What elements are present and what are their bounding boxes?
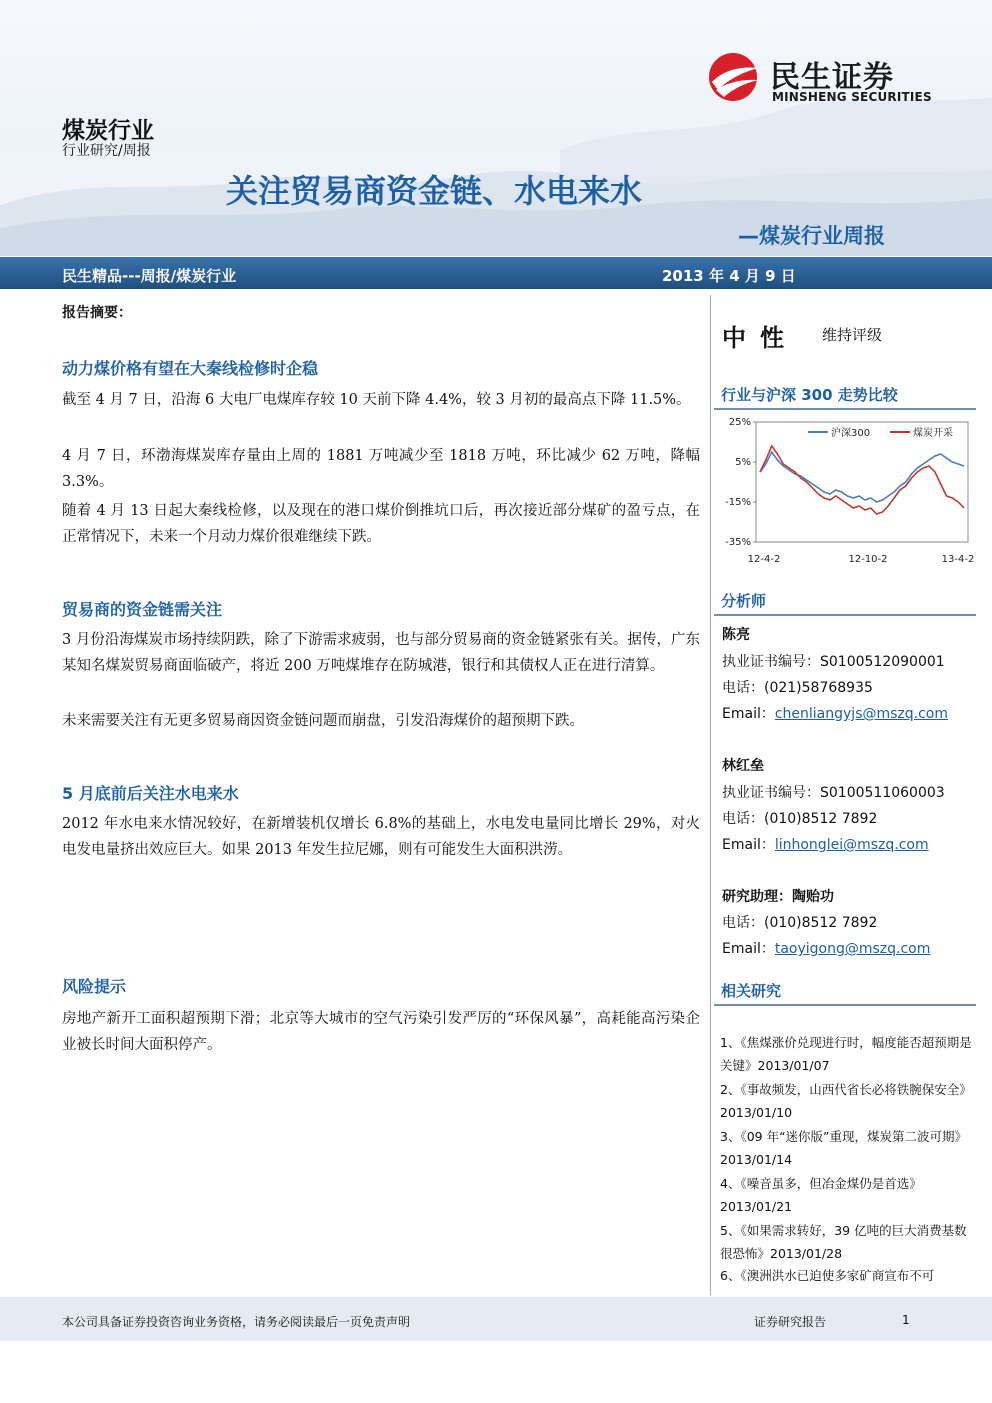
paragraph: 随着 4 月 13 日起大秦线检修，以及现在的港口煤价倒推坑口后，再次接近部分煤矿的盈亏点，在正常情况下，未来一个月动力煤价很难继续下跌。 (62, 503, 700, 545)
page-number: 1 (902, 1313, 910, 1327)
minsheng-logo-icon (706, 52, 764, 102)
legend-label-hs300: 沪深300 (831, 428, 871, 439)
trend-chart (712, 410, 978, 576)
brand-name-en: MINSHENG SECURITIES (772, 90, 932, 104)
brand-logo (706, 52, 946, 108)
section-heading: 风险提示 (62, 977, 127, 996)
chart-section-header (714, 384, 976, 410)
report-title: 关注贸易商资金链、水电来水 (226, 172, 643, 210)
analyst-name: 陈亮 (722, 627, 750, 643)
brand-name-cn: 民生证券 (770, 60, 894, 95)
analyst-section-title: 分析师 (721, 592, 767, 610)
assistant-email-row (722, 938, 930, 958)
report-info-bar (0, 257, 992, 289)
paragraph: 3 月份沿海煤炭市场持续阴跌，除了下游需求疲弱，也与部分贸易商的资金链紧张有关。据传，广东某知名煤炭贸易商面临破产，将近 200 万吨煤堆存在防城港，银行和其债权人正在进行清算。 (62, 632, 700, 674)
analyst-phone: 电话：(021)58768935 (722, 680, 873, 696)
assistant-email-link[interactable]: taoyigong@mszq.com (774, 941, 931, 957)
analyst-phone: 电话：(010)8512 7892 (722, 811, 878, 827)
x-tick-label: 12-4-2 (747, 554, 781, 565)
related-report-link[interactable]: 5、《如果需求转好，39 亿吨的巨大消费基数很恐怖》2013/01/28 (720, 1223, 967, 1261)
section-heading: 5 月底前后关注水电来水 (62, 784, 239, 803)
related-report-link[interactable]: 1、《焦煤涨价兑现进行时，幅度能否超预期是关键》2013/01/07 (720, 1035, 972, 1073)
email-label: Email： (722, 837, 775, 853)
email-label: Email： (722, 941, 775, 957)
page-footer (0, 1297, 992, 1341)
related-section-title: 相关研究 (721, 982, 782, 1000)
related-section-header (714, 980, 976, 1006)
analyst-email-row (722, 703, 948, 723)
analyst-email-link[interactable]: linhonglei@mszq.com (774, 837, 929, 853)
related-report-link[interactable]: 2、《事故频发，山西代省长必将铁腕保安全》2013/01/10 (720, 1082, 972, 1120)
analyst-email-row (722, 834, 929, 854)
x-tick-label: 12-10-2 (848, 554, 888, 565)
section-heading: 贸易商的资金链需关注 (62, 600, 223, 619)
report-subtitle: —煤炭行业周报 (738, 224, 885, 248)
analyst-license: 执业证书编号：S0100512090001 (722, 654, 945, 670)
analyst-section-header (714, 590, 976, 616)
legend-label-coal: 煤炭开采 (913, 428, 953, 439)
y-tick-label: -15% (725, 497, 751, 508)
paragraph: 2012 年水电来水情况较好，在新增装机仅增长 6.8%的基础上，水电发电量同比增长 29%，对火电发电量挤出效应巨大。如果 2013 年发生拉尼娜，则有可能发生大面积洪涝。 (62, 816, 700, 858)
related-report-link[interactable]: 4、《噪音虽多，但冶金煤仍是首选》2013/01/21 (720, 1176, 922, 1214)
report-date: 2013 年 4 月 9 日 (662, 267, 796, 285)
assistant-name: 研究助理：陶贻功 (722, 889, 834, 905)
paragraph: 未来需要关注有无更多贸易商因资金链问题而崩盘，引发沿海煤价的超预期下跌。 (62, 713, 584, 729)
summary-label: 报告摘要： (62, 305, 132, 321)
y-tick-label: -35% (725, 537, 751, 548)
industry-label: 煤炭行业 (62, 118, 154, 144)
related-report-link[interactable]: 6、《澳洲洪水已迫使多家矿商宣布不可 (720, 1268, 935, 1283)
series-line-hs300 (760, 452, 964, 502)
chart-section-title: 行业与沪深 300 走势比较 (721, 386, 898, 404)
analyst-license: 执业证书编号：S0100511060003 (722, 785, 945, 801)
section-heading: 动力煤价格有望在大秦线检修时企稳 (62, 359, 319, 378)
plot-frame (756, 422, 968, 542)
analyst-name: 林红垒 (722, 758, 764, 774)
disclaimer-note: 本公司具备证券投资咨询业务资格，请务必阅读最后一页免责声明 (62, 1315, 411, 1329)
x-tick-label: 13-4-2 (941, 554, 975, 565)
y-tick-label: 5% (735, 457, 751, 468)
related-report-link[interactable]: 3、《09 年“迷你版”重现，煤炭第二波可期》2013/01/14 (720, 1129, 968, 1167)
y-tick-label: 25% (728, 417, 751, 428)
rating-value: 中性 (722, 324, 798, 352)
assistant-phone: 电话：(010)8512 7892 (722, 915, 878, 931)
email-label: Email： (722, 706, 775, 722)
column-divider (710, 295, 711, 1295)
paragraph: 4 月 7 日，环渤海煤炭库存量由上周的 1881 万吨减少至 1818 万吨，环比减少 62 万吨，降幅 3.3%。 (62, 448, 700, 490)
report-type-label: 行业研究/周报 (62, 143, 151, 159)
document-type: 证券研究报告 (754, 1315, 827, 1329)
series-label: 民生精品---周报/煤炭行业 (62, 267, 237, 285)
rating-note: 维持评级 (822, 326, 883, 344)
paragraph: 房地产新开工面积超预期下滑；北京等大城市的空气污染引发严厉的“环保风暴”，高耗能高污染企业被长时间大面积停产。 (62, 1011, 700, 1053)
analyst-email-link[interactable]: chenliangyjs@mszq.com (774, 706, 949, 722)
header-banner (0, 0, 992, 256)
paragraph: 截至 4 月 7 日，沿海 6 大电厂电煤库存较 10 天前下降 4.4%，较 3 月初的最高点下降 11.5%。 (62, 392, 691, 408)
